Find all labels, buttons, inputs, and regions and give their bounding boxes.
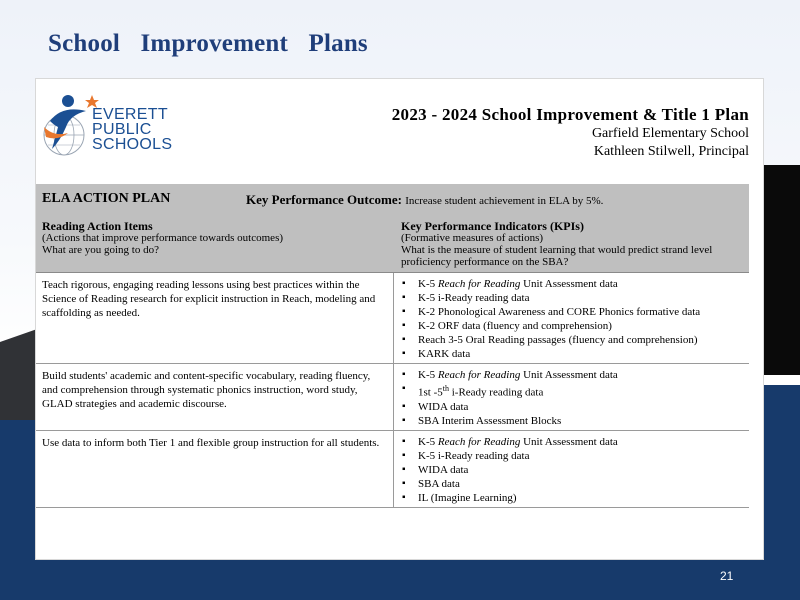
action-item-text: Build students' academic and content-specific vocabulary, reading fluency, and comprehension through systematic phonics instruction, word study, GLAD strategies and academic discourse. — [36, 364, 394, 430]
action-item-text: Teach rigorous, engaging reading lessons using best practices within the Science of Reading research for explicit instruction in Reach, modeling and scaffolding as needed. — [36, 273, 394, 363]
table-row — [36, 431, 749, 508]
plan-name: ELA ACTION PLAN — [42, 191, 171, 206]
document-title: 2023 - 2024 School Improvement & Title 1 Plan — [391, 105, 749, 124]
list-item: ▪ WIDA data — [400, 463, 743, 477]
list-item: ▪ IL (Imagine Learning) — [400, 491, 743, 505]
kpi-list — [394, 273, 749, 363]
background-right-band — [760, 165, 800, 375]
list-item: ▪ K-5 i-Ready reading data — [400, 291, 743, 305]
kpi-list — [394, 431, 749, 507]
action-items-header: Reading Action Items (Actions that improve performance towards outcomes) What are you going to do? — [42, 219, 284, 256]
list-item: ▪ WIDA data — [400, 400, 743, 414]
table-row — [36, 364, 749, 431]
globe-figure-icon — [40, 91, 100, 161]
district-logo — [40, 91, 190, 161]
school-name: Garfield Elementary School — [591, 126, 749, 141]
logo-wordmark: EVERETT PUBLIC SCHOOLS — [92, 106, 173, 153]
action-plan-table — [36, 184, 749, 508]
document-header — [392, 105, 749, 161]
slide-title: School Improvement Plans — [48, 30, 368, 57]
plan-rows — [36, 273, 749, 508]
list-item: ▪ SBA Interim Assessment Blocks — [400, 414, 743, 428]
list-item: ▪ Reach 3-5 Oral Reading passages (fluency and comprehension) — [400, 333, 743, 347]
list-item: ▪ KARK data — [400, 347, 743, 361]
list-item: ▪ K-5 Reach for Reading Unit Assessment data — [400, 277, 743, 291]
embedded-document — [36, 79, 763, 559]
kpi-list — [394, 364, 749, 430]
list-item: ▪ SBA data — [400, 477, 743, 491]
list-item: ▪ K-2 ORF data (fluency and comprehension) — [400, 319, 743, 333]
list-item: ▪ K-2 Phonological Awareness and CORE Phonics formative data — [400, 305, 743, 319]
table-row — [36, 273, 749, 364]
key-performance-outcome: Key Performance Outcome: Increase student achievement in ELA by 5%. — [246, 192, 604, 207]
list-item: ▪ K-5 i-Ready reading data — [400, 449, 743, 463]
page-number: 21 — [720, 569, 734, 583]
kpi-header: Key Performance Indicators (KPIs) (Formative measures of actions) What is the measure of student learning that would predict strand level proficiency performance on the SBA? — [401, 219, 713, 268]
plan-header-band — [36, 184, 749, 273]
list-item: ▪ K-5 Reach for Reading Unit Assessment data — [400, 368, 743, 382]
action-item-text: Use data to inform both Tier 1 and flexible group instruction for all students. — [36, 431, 394, 507]
list-item: ▪ K-5 Reach for Reading Unit Assessment data — [400, 435, 743, 449]
list-item: ▪ 1st -5th i-Ready reading data — [400, 382, 743, 400]
principal-name: Kathleen Stilwell, Principal — [593, 144, 749, 159]
